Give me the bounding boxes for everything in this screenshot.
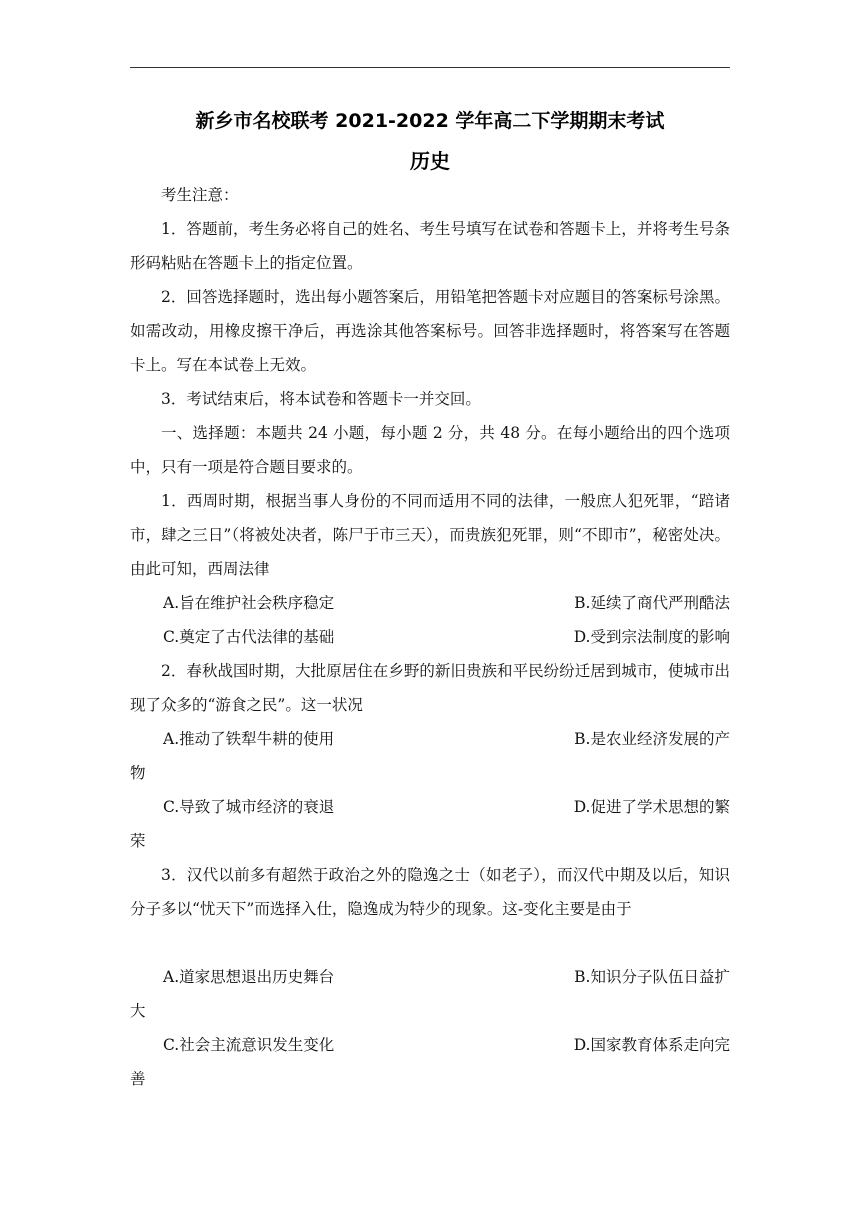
question-1-option-d: D.受到宗法制度的影响 (573, 628, 730, 646)
question-2-option-b-wrap: 物 (130, 764, 146, 782)
question-1-stem: 1．西周时期，根据当事人身份的不同而适用不同的法律，一般庶人犯死罪，“踣诸市，肆之三日”（将被处决者，陈尸于市三天），而贵族犯死罪，则“不即市”，秘密处决。由此可知，西周法律 (130, 492, 730, 578)
question-2-options-row-2 (130, 790, 730, 824)
question-3-options-row-2 (130, 1028, 730, 1062)
section-intro: 一、选择题：本题共 24 小题，每小题 2 分，共 48 分。在每小题给出的四个选项中，只有一项是符合题目要求的。 (130, 424, 730, 476)
notice-item-3: 3．考试结束后，将本试卷和答题卡一并交回。 (161, 390, 481, 408)
question-3-option-c: C.社会主流意识发生变化 (163, 1036, 335, 1054)
question-1-options-row-2 (130, 620, 730, 654)
question-1-option-c: C.奠定了古代法律的基础 (163, 628, 335, 646)
notice-item-1: 1．答题前，考生务必将自己的姓名、考生号填写在试卷和答题卡上，并将考生号条形码粘贴在答题卡上的指定位置。 (130, 220, 730, 272)
question-1-option-a: A.旨在维护社会秩序稳定 (163, 594, 335, 612)
question-2-options-row-1 (130, 722, 730, 756)
exam-title: 新乡市名校联考 2021-2022 学年高二下学期期末考试 (195, 110, 665, 132)
question-2-option-a: A.推动了铁犁牛耕的使用 (163, 730, 335, 748)
question-1-options-row-1 (130, 586, 730, 620)
header-rule (130, 67, 730, 68)
question-3-option-d-wrap: 善 (130, 1070, 146, 1088)
question-2-option-d: D.促进了学术思想的繁 (573, 798, 730, 816)
notice-heading: 考生注意： (161, 186, 239, 204)
question-1-option-b: B.延续了商代严刑酷法 (574, 594, 730, 612)
question-2-option-d-wrap: 荣 (130, 832, 146, 850)
question-3-option-d: D.国家教育体系走向完 (573, 1036, 730, 1054)
question-3-options-row-1 (130, 960, 730, 994)
question-2-option-b: B.是农业经济发展的产 (574, 730, 730, 748)
question-3-option-b-wrap: 大 (130, 1002, 146, 1020)
question-2-stem: 2．春秋战国时期，大批原居住在乡野的新旧贵族和平民纷纷迁居到城市，使城市出现了众多的“游食之民”。这一状况 (130, 662, 730, 714)
question-3-option-b: B.知识分子队伍日益扩 (574, 968, 730, 986)
notice-item-2: 2．回答选择题时，选出每小题答案后，用铅笔把答题卡对应题目的答案标号涂黑。如需改动，用橡皮擦干净后，再选涂其他答案标号。回答非选择题时，将答案写在答题卡上。写在本试卷上无效。 (130, 288, 730, 374)
question-3-option-a: A.道家思想退出历史舞台 (163, 968, 335, 986)
question-3-stem: 3．汉代以前多有超然于政治之外的隐逸之士（如老子），而汉代中期及以后，知识分子多以“忧天下”而选择入仕，隐逸成为特少的现象。这-变化主要是由于 (130, 866, 730, 918)
question-2-option-c: C.导致了城市经济的衰退 (163, 798, 335, 816)
exam-subject: 历史 (410, 149, 450, 173)
